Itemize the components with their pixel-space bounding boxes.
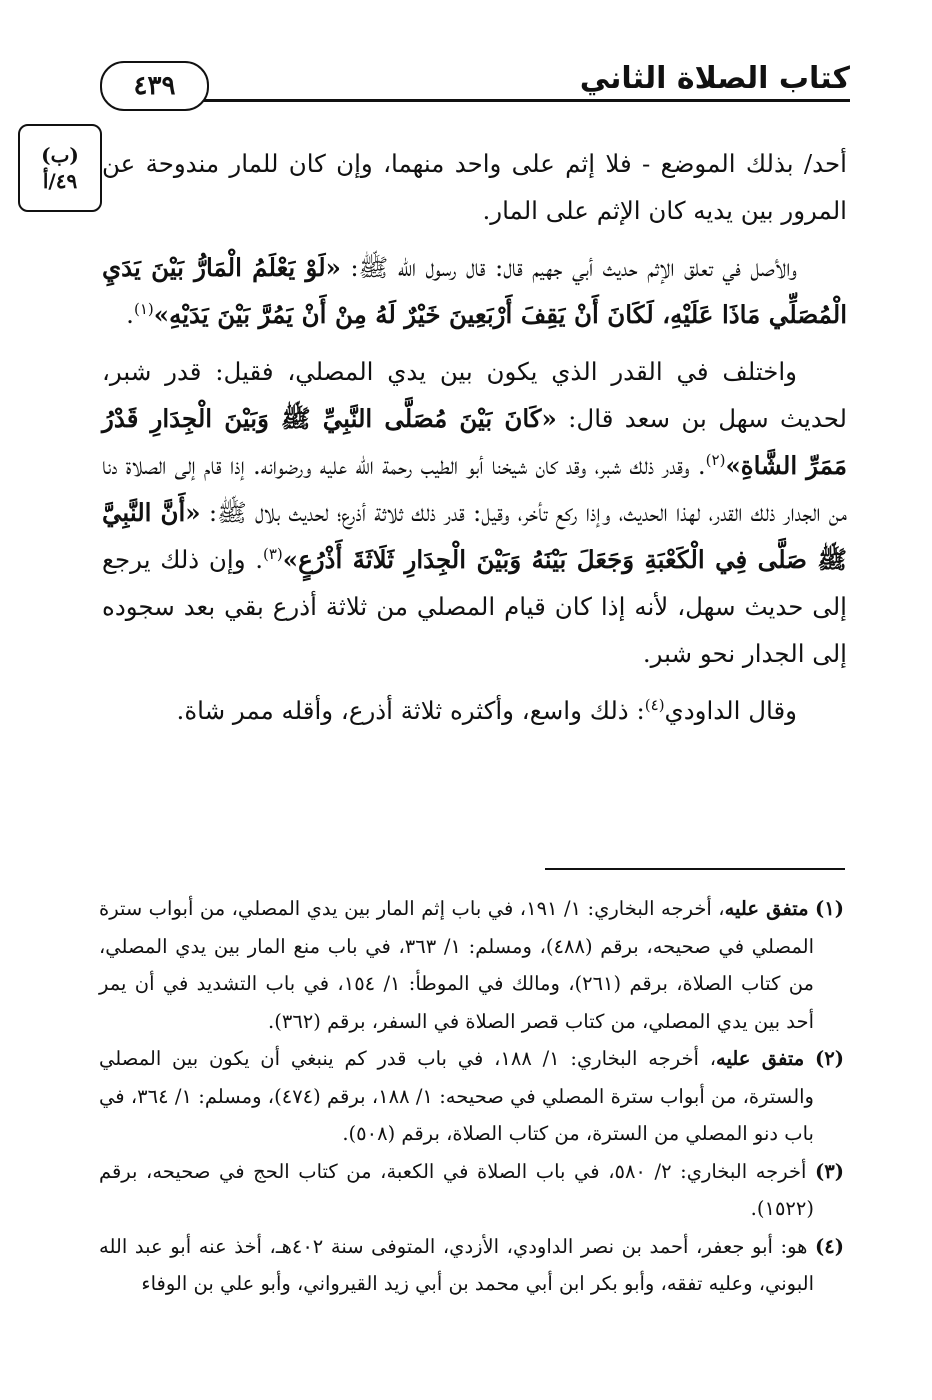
page-number: ٤٣٩ xyxy=(100,61,209,111)
footnotes xyxy=(99,890,844,1303)
paragraph-3-middle: . وقدر ذلك شبر، وقد كان شيخنا أبو الطيب رحمة الله عليه ورضوانه. إذا قام إلى الصلاة دنا من الجدار ذلك القدر، لهذا الحديث، وإذا ركع تأخر، وقيل: قدر ذلك ثلاثة أذرع؛ لحديث بلال ﷺ: xyxy=(102,451,847,527)
footnote-3 xyxy=(99,1153,844,1228)
footnote-number: (١) xyxy=(815,897,844,920)
hadith-quote: «لَوْ يَعْلَمُ الْمَارُّ بَيْنَ يَدَيِ الْمُصَلِّي مَاذَا عَلَيْهِ، لَكَانَ أَنْ يَقِفَ أَرْبَعِينَ خَيْرٌ لَهُ مِنْ أَنْ يَمُرَّ بَيْنَ يَدَيْهِ» xyxy=(102,253,847,329)
footnote-text: ، أخرجه البخاري: ١/ ١٩١، في باب إثم المار بين يدي المصلي، من أبواب سترة المصلي في صحيحه، برقم (٤٨٨)، ومسلم: ١/ ٣٦٣، في باب منع المار بين يدي المصلي، من كتاب الصلاة، برقم (٢٦١)، ومالك في الموطأ: ١/ ١٥٤، في باب التشديد في أن يمر أحد بين يدي المصلي، من كتاب قصر الصلاة في السفر، برقم (٣٦٢). xyxy=(99,897,814,1033)
footnote-ref-4[interactable]: (٤) xyxy=(644,695,665,714)
folio-side: (ب) xyxy=(41,143,79,167)
footnote-ref-1[interactable]: (١) xyxy=(133,299,154,318)
footnote-4 xyxy=(99,1228,844,1303)
paragraph-1 xyxy=(102,140,847,234)
footnote-ref-2[interactable]: (٢) xyxy=(705,450,726,469)
paragraph-3-intro: واختلف في القدر الذي يكون بين يدي المصلي، فقيل: قدر شبر، لحديث سهل بن سعد قال: xyxy=(102,357,847,433)
page-header xyxy=(100,55,850,115)
footnote-text: أخرجه البخاري: ٢/ ٥٨٠، في باب الصلاة في الكعبة، من كتاب الحج في صحيحه، برقم (١٥٢٢). xyxy=(99,1159,814,1220)
hadith-quote: «كَانَ بَيْنَ مُصَلَّى النَّبِيِّ ﷺ وَبَيْنَ الْجِدَارِ قَدْرُ مَمَرِّ الشَّاةِ» xyxy=(102,404,848,480)
paragraph-2 xyxy=(102,244,847,338)
manuscript-folio-marker xyxy=(18,124,102,212)
footnote-keyword: متفق عليه xyxy=(724,897,809,920)
paragraph-3-end: . وإن ذلك يرجع إلى حديث سهل، لأنه إذا كان قيام المصلي من ثلاثة أذرع بقي بعد سجوده إلى الجدار نحو شبر. xyxy=(102,545,847,668)
footnote-1 xyxy=(99,890,844,1040)
footnote-number: (٢) xyxy=(815,1047,844,1070)
paragraph-4-end: : ذلك واسع، وأكثره ثلاثة أذرع، وأقله ممر شاة. xyxy=(176,696,645,725)
paragraph-2-end: . xyxy=(126,300,134,329)
hadith-quote: «أَنَّ النَّبِيَّ ﷺ صَلَّى فِي الْكَعْبَةِ وَجَعَلَ بَيْنَهُ وَبَيْنَ الْجِدَارِ ثَلَاثَةَ أَذْرُعٍ» xyxy=(102,498,848,574)
footnote-number: (٤) xyxy=(815,1234,844,1258)
footnote-separator xyxy=(545,868,845,870)
folio-number: ٤٩/أ xyxy=(42,169,78,193)
footnote-ref-3[interactable]: (٣) xyxy=(263,544,283,563)
paragraph-3 xyxy=(102,348,847,677)
paragraph-2-intro: والأصل في تعلق الإثم حديث أبي جهيم قال: قال رسول الله ﷺ: xyxy=(340,253,798,282)
footnote-2 xyxy=(99,1040,844,1153)
paragraph-4-intro: وقال الداودي xyxy=(664,696,797,725)
main-text xyxy=(102,140,847,744)
paragraph-4 xyxy=(102,687,847,734)
footnote-text: ، أخرجه البخاري: ١/ ١٨٨، في باب قدر كم ينبغي أن يكون بين المصلي والسترة، من أبواب سترة المصلي في صحيحه: ١/ ١٨٨، برقم (٤٧٤)، ومسلم: ١/ ٣٦٤، في باب دنو المصلي من السترة، من كتاب الصلاة، برقم (٥٠٨). xyxy=(99,1047,814,1145)
footnote-number: (٣) xyxy=(815,1159,844,1183)
footnote-keyword: متفق عليه xyxy=(716,1047,805,1070)
header-rule xyxy=(195,99,850,102)
running-title: كتاب الصلاة الثاني xyxy=(570,61,850,96)
paragraph-1-text: أحد/ بذلك الموضع - فلا إثم على واحد منهما، وإن كان للمار مندوحة عن المرور بين يديه كان الإثم على المار. xyxy=(102,149,847,225)
footnote-text: هو: أبو جعفر، أحمد بن نصر الداودي، الأزدي، المتوفى سنة ٤٠٢هـ، أخذ عنه أبو عبد الله البوني، وعليه تفقه، وأبو بكر ابن أبي محمد بن أبي زيد القيرواني، وأبو علي بن الوفاء xyxy=(99,1234,814,1295)
